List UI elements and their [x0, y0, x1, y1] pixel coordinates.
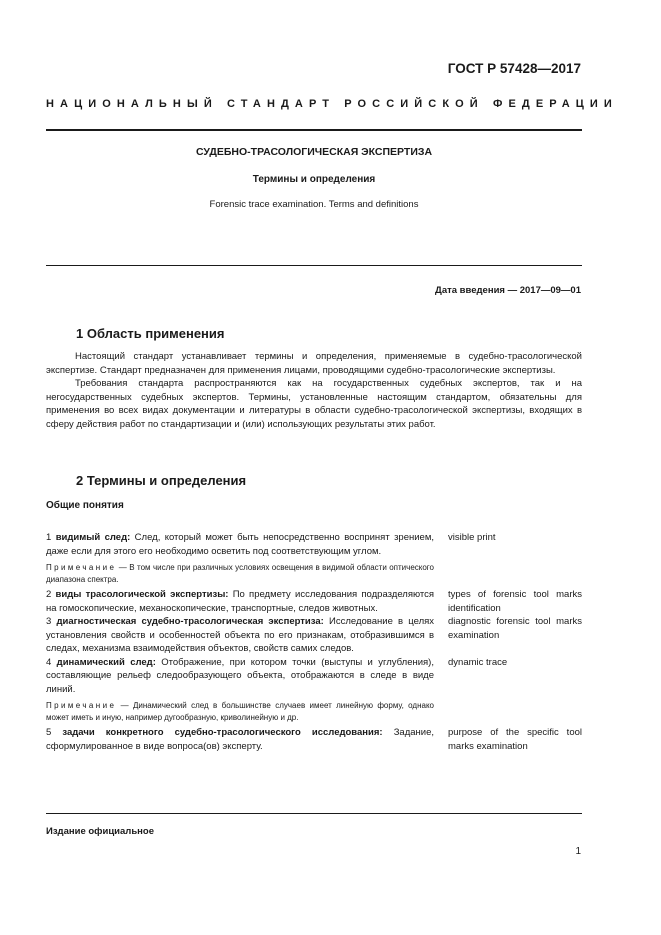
term-english: types of forensic tool marks identification [448, 589, 582, 614]
term-name: виды трасологической экспертизы: [55, 589, 229, 600]
term-text: Исследование в целях установления свойств и особенностей объекта по его признакам, отобразившимся в следах, механизма взаимодействия объектов, свойств самих следов. [46, 616, 435, 654]
term-definition [46, 726, 434, 753]
section-1-heading: 1 Область применения [76, 326, 225, 341]
term-name: задачи конкретного судебно-трасологического исследования: [62, 727, 383, 738]
term-entry [46, 588, 582, 615]
term-text: Задание, сформулированное в виде вопроса(ов) эксперту. [46, 727, 435, 752]
term-number: 5 [46, 727, 52, 738]
term-definition [46, 531, 434, 558]
national-standard-title: НАЦИОНАЛЬНЫЙ СТАНДАРТ РОССИЙСКОЙ ФЕДЕРАЦИИ [46, 98, 618, 110]
section-2-heading: 2 Термины и определения [76, 473, 247, 488]
term-entry [46, 531, 582, 558]
term-definition [46, 588, 434, 615]
term-definition [46, 615, 434, 656]
introduction-date: Дата введения — 2017—09—01 [435, 285, 581, 296]
section-1-text [46, 350, 582, 431]
term-note [46, 700, 434, 723]
middle-divider [46, 265, 582, 266]
term-entry [46, 656, 582, 697]
top-divider [46, 129, 582, 131]
note-text: — Динамический след в большинстве случаев имеет линейную форму, однако может иметь и иную, например дугообразную, криволинейную и др. [46, 701, 435, 722]
term-english: visible print [448, 532, 496, 543]
term-english: dynamic trace [448, 656, 508, 668]
term-number: 2 [46, 589, 52, 600]
term-number: 3 [46, 616, 52, 627]
document-subtitle: Термины и определения [252, 174, 376, 185]
term-number: 1 [46, 532, 52, 543]
term-name: диагностическая судебно-трасологическая экспертиза: [56, 616, 324, 627]
term-text: Отображение, при котором точки (выступы и углубления), составляющие рельеф следообразующего объекта, отображаются в следе в виде линий. [46, 656, 434, 695]
note-text: — В том числе при различных условиях освещения в видимой области оптического диапазона спектра. [46, 563, 434, 584]
term-number: 4 [46, 656, 52, 668]
term-english: diagnostic forensic tool marks examination [448, 616, 582, 641]
official-edition-label: Издание официальное [46, 826, 154, 837]
page-number: 1 [575, 846, 581, 857]
term-text: След, который может быть непосредственно воспринят зрением, даже если для этого его необходимо осветить под соответствующим углом. [46, 532, 434, 557]
general-concepts-heading: Общие понятия [46, 500, 124, 511]
term-entry [46, 615, 582, 656]
document-english-title: Forensic trace examination. Terms and definitions [209, 199, 419, 210]
term-definition [46, 656, 434, 697]
section-1-paragraph: Требования стандарта распространяются как на государственных судебных экспертов, так и на негосударственных судебных экспертов. Термины, установленные настоящим стандартом, обязательны для применения во всех видах документации и литературы в области судебно-трасологической экспертизы, входящих в сферу действия работ по стандартизации и (или) использующих результаты этих работ. [46, 378, 582, 430]
term-name: динамический след: [56, 656, 156, 668]
note-label: Примечание [46, 701, 117, 710]
section-1-paragraph: Настоящий стандарт устанавливает термины и определения, применяемые в судебно-трасологической экспертизе. Стандарт предназначен для применения лицами, проводящими судебно-трасологические экспертизы. [46, 351, 582, 376]
document-title: СУДЕБНО-ТРАСОЛОГИЧЕСКАЯ ЭКСПЕРТИЗА [195, 146, 433, 158]
terms-list [46, 531, 582, 753]
note-label: Примечание [46, 563, 117, 572]
term-text: По предмету исследования подразделяются на гомоскопические, механоскопические, транспортные, следов животных. [46, 589, 435, 614]
footer-divider [46, 813, 582, 814]
gost-number: ГОСТ Р 57428—2017 [447, 61, 581, 76]
term-note [46, 562, 434, 585]
term-name: видимый след: [55, 532, 131, 543]
term-english: purpose of the specific tool marks examination [448, 727, 582, 752]
term-entry [46, 726, 582, 753]
